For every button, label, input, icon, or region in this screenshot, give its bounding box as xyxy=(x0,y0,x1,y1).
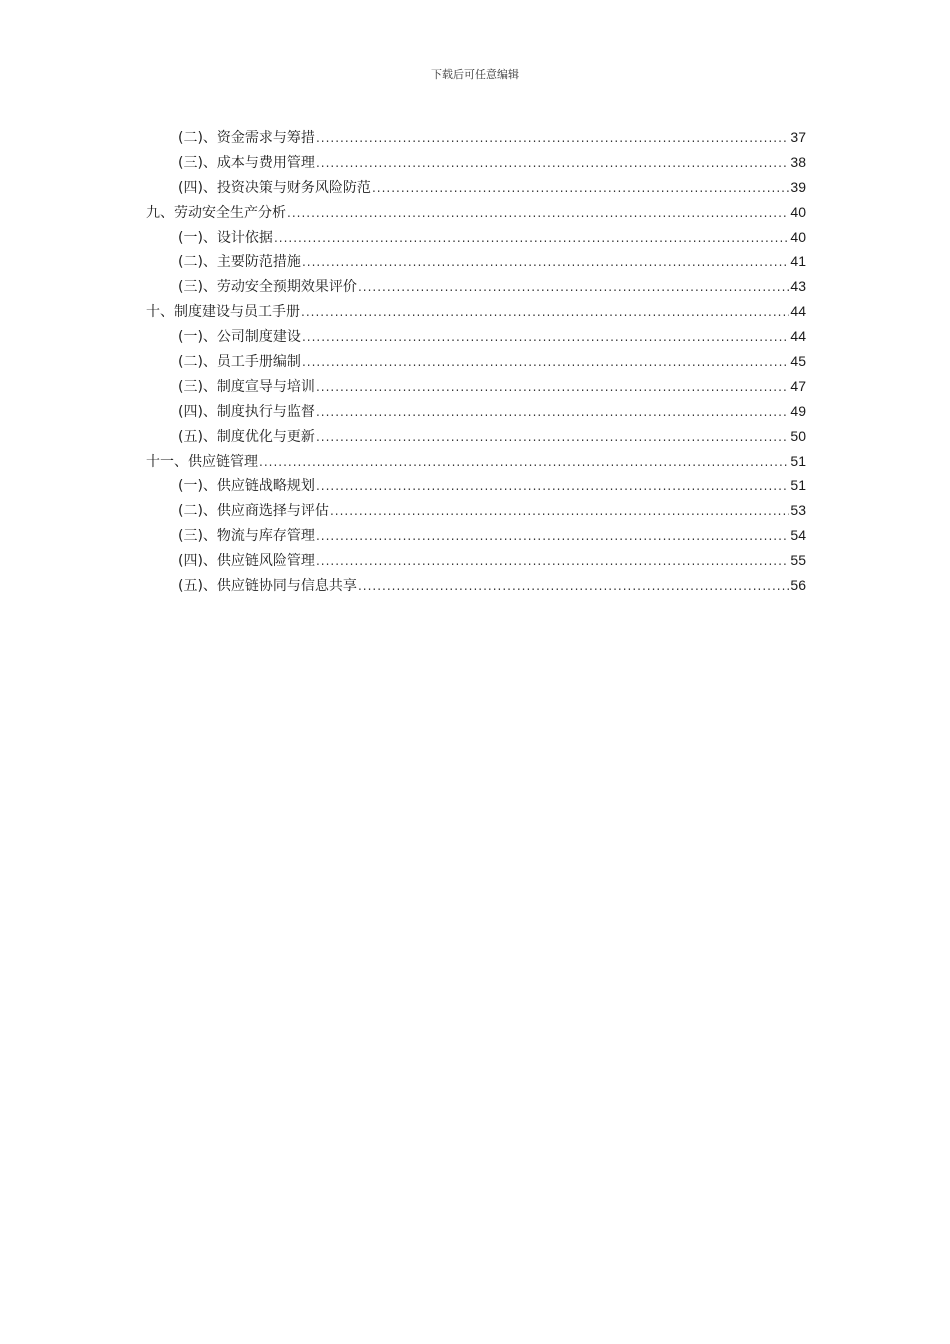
toc-dot-leader xyxy=(316,474,789,499)
toc-entry[interactable] xyxy=(146,175,806,200)
toc-dot-leader xyxy=(259,450,789,475)
toc-dot-leader xyxy=(302,350,789,375)
toc-dot-leader xyxy=(358,574,789,599)
toc-chapter-entry[interactable] xyxy=(146,299,806,324)
toc-entry-label: (二)、主要防范措施 xyxy=(178,254,301,271)
toc-entry-label: (三)、制度宣导与培训 xyxy=(178,378,315,395)
toc-entry[interactable] xyxy=(146,324,806,349)
toc-page-number: 53 xyxy=(790,502,806,519)
toc-entry-label: 十、制度建设与员工手册 xyxy=(146,304,300,321)
toc-chapter-entry[interactable] xyxy=(146,200,806,225)
toc-entry[interactable] xyxy=(146,249,806,274)
table-of-contents xyxy=(146,125,806,598)
page-header: 下载后可任意编辑 xyxy=(431,68,519,81)
toc-dot-leader xyxy=(302,250,789,275)
toc-page-number: 40 xyxy=(790,228,806,245)
toc-entry[interactable] xyxy=(146,498,806,523)
toc-entry-label: (四)、制度执行与监督 xyxy=(178,403,315,420)
toc-page-number: 41 xyxy=(790,253,806,270)
toc-entry-label: (四)、投资决策与财务风险防范 xyxy=(178,179,371,196)
toc-entry[interactable] xyxy=(146,399,806,424)
toc-page-number: 37 xyxy=(790,129,806,145)
toc-entry[interactable] xyxy=(146,424,806,449)
toc-entry-label: 十一、供应链管理 xyxy=(146,453,258,470)
toc-dot-leader xyxy=(316,400,789,425)
toc-dot-leader xyxy=(316,425,789,450)
toc-dot-leader xyxy=(316,549,789,574)
toc-entry-label: (一)、供应链战略规划 xyxy=(178,478,315,495)
toc-page-number: 55 xyxy=(790,552,806,569)
toc-entry[interactable] xyxy=(146,349,806,374)
toc-page-number: 50 xyxy=(790,427,806,444)
toc-page-number: 51 xyxy=(790,477,806,494)
toc-entry[interactable] xyxy=(146,150,806,175)
toc-entry-label: (二)、员工手册编制 xyxy=(178,354,301,371)
toc-dot-leader xyxy=(274,226,789,251)
toc-dot-leader xyxy=(358,275,789,300)
toc-page-number: 43 xyxy=(790,278,806,295)
toc-entry-label: (一)、设计依据 xyxy=(178,229,273,246)
toc-entry[interactable] xyxy=(146,225,806,250)
toc-entry[interactable] xyxy=(146,573,806,598)
toc-entry[interactable] xyxy=(146,473,806,498)
toc-dot-leader xyxy=(302,325,789,350)
toc-entry-label: (五)、供应链协同与信息共享 xyxy=(178,578,357,595)
toc-entry[interactable] xyxy=(146,374,806,399)
toc-page-number: 45 xyxy=(790,353,806,370)
toc-entry-label: (五)、制度优化与更新 xyxy=(178,428,315,445)
toc-dot-leader xyxy=(301,300,789,325)
toc-dot-leader xyxy=(316,524,789,549)
toc-entry-label: (四)、供应链风险管理 xyxy=(178,553,315,570)
toc-page-number: 51 xyxy=(790,452,806,469)
toc-page-number: 56 xyxy=(790,577,806,594)
toc-dot-leader xyxy=(316,375,789,400)
toc-page-number: 54 xyxy=(790,527,806,544)
toc-entry[interactable] xyxy=(146,125,806,150)
toc-entry-label: 九、劳动安全生产分析 xyxy=(146,204,286,221)
toc-page-number: 38 xyxy=(790,153,806,170)
toc-entry[interactable] xyxy=(146,548,806,573)
toc-entry-label: (三)、劳动安全预期效果评价 xyxy=(178,279,357,296)
toc-page-number: 44 xyxy=(790,328,806,345)
toc-dot-leader xyxy=(316,151,789,176)
toc-page-number: 40 xyxy=(790,203,806,220)
toc-entry-label: (二)、供应商选择与评估 xyxy=(178,503,329,520)
toc-dot-leader xyxy=(372,176,789,201)
toc-page-number: 44 xyxy=(790,303,806,320)
toc-page-number: 39 xyxy=(790,178,806,195)
toc-entry-label: (一)、公司制度建设 xyxy=(178,329,301,346)
toc-entry-label: (二)、资金需求与筹措 xyxy=(178,130,315,146)
toc-entry-label: (三)、物流与库存管理 xyxy=(178,528,315,545)
toc-dot-leader xyxy=(330,499,789,524)
toc-entry-label: (三)、成本与费用管理 xyxy=(178,154,315,171)
toc-chapter-entry[interactable] xyxy=(146,449,806,474)
toc-page-number: 49 xyxy=(790,402,806,419)
toc-page-number: 47 xyxy=(790,377,806,394)
toc-dot-leader xyxy=(316,126,789,151)
toc-dot-leader xyxy=(287,201,789,226)
toc-entry[interactable] xyxy=(146,274,806,299)
toc-entry[interactable] xyxy=(146,523,806,548)
